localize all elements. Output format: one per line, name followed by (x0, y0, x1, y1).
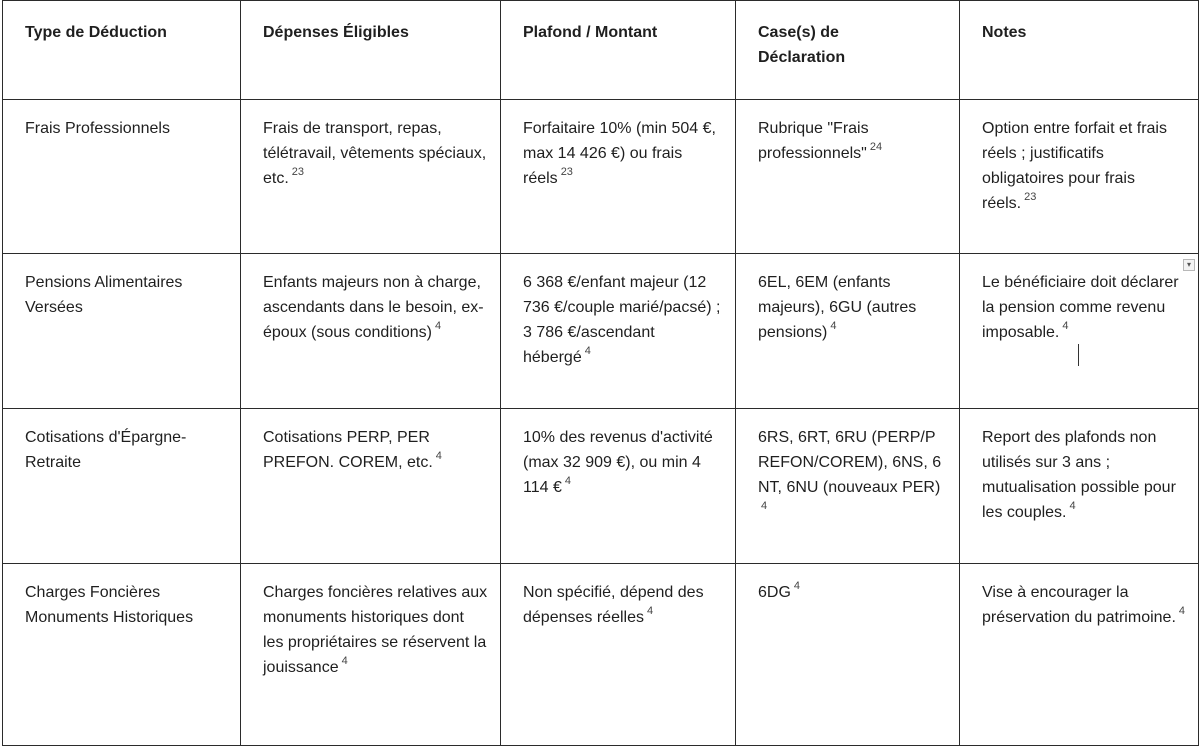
header-depenses: Dépenses Éligibles (241, 1, 501, 100)
cell-notes (960, 254, 1199, 409)
cell-text: 6EL, 6EM (enfants majeurs), 6GU (autres pensions) (758, 274, 917, 341)
deductions-table (2, 0, 1199, 746)
cell-plafond (501, 409, 736, 564)
footnote-ref[interactable]: 23 (560, 165, 573, 178)
footnote-ref[interactable]: 4 (830, 319, 837, 332)
cell-cases (736, 254, 960, 409)
cell-type (3, 564, 241, 746)
cell-notes (960, 100, 1199, 254)
cell-depenses (241, 254, 501, 409)
cell-text: Rubrique "Frais professionnels" (758, 120, 869, 162)
cell-depenses (241, 100, 501, 254)
cell-depenses (241, 409, 501, 564)
footnote-ref[interactable]: 23 (1024, 190, 1037, 203)
cell-cases (736, 409, 960, 564)
cell-text: Le bénéficiaire doit déclarer la pension comme revenu imposable. (982, 274, 1179, 341)
cell-plafond (501, 254, 736, 409)
footnote-ref[interactable]: 24 (869, 140, 883, 153)
header-notes: Notes (960, 1, 1199, 100)
cell-text: Pensions Alimentaires Versées (25, 274, 183, 316)
footnote-ref[interactable]: 4 (761, 499, 768, 512)
cell-cases (736, 100, 960, 254)
cell-text: 6 368 €/enfant majeur (12 736 €/couple marié/pacsé) ; 3 786 €/ascendant hébergé (523, 274, 721, 366)
cell-text: 6DG (758, 584, 791, 601)
header-cases-text: Case(s) de Déclaration (758, 24, 846, 66)
footnote-ref[interactable]: 4 (564, 474, 571, 487)
footnote-ref[interactable]: 4 (1062, 319, 1069, 332)
footnote-ref[interactable]: 23 (291, 165, 305, 178)
cell-type (3, 100, 241, 254)
cell-text: 6RS, 6RT, 6RU (PERP/PREFON/COREM), 6NS, 6NT, 6NU (nouveaux PER) (758, 429, 942, 496)
text-cursor (1078, 344, 1079, 366)
footnote-ref[interactable]: 4 (434, 319, 442, 332)
table-row (3, 409, 1199, 564)
cell-text: Frais de transport, repas, télétravail, vêtements spéciaux, etc. (263, 120, 487, 187)
cell-type (3, 254, 241, 409)
footnote-ref[interactable]: 4 (584, 344, 591, 357)
cell-cases (736, 564, 960, 746)
cell-plafond (501, 100, 736, 254)
header-plafond: Plafond / Montant (501, 1, 736, 100)
cell-text: 10% des revenus d'activité (max 32 909 €), ou min 4 114 € (523, 429, 713, 496)
cell-text: Report des plafonds non utilisés sur 3 ans ; mutualisation possible pour les couples. (982, 429, 1176, 521)
footnote-ref[interactable]: 4 (435, 449, 442, 462)
cell-text: Charges Foncières Monuments Historiques (25, 584, 194, 626)
table-row (3, 564, 1199, 746)
cell-text: Cotisations d'Épargne-Retraite (25, 429, 187, 471)
cell-text: Forfaitaire 10% (min 504 €, max 14 426 €) ou frais réels (523, 120, 716, 187)
cell-text: Charges foncières relatives aux monuments historiques dont les propriétaires se réservent la jouissance (263, 584, 488, 676)
header-type: Type de Déduction (3, 1, 241, 100)
cell-notes (960, 564, 1199, 746)
footnote-ref[interactable]: 4 (646, 604, 654, 617)
footnote-ref[interactable]: 4 (1069, 499, 1076, 512)
header-cases (736, 1, 960, 100)
header-row (3, 1, 1199, 100)
cell-text: Vise à encourager la préservation du patrimoine. (982, 584, 1176, 626)
table-row (3, 100, 1199, 254)
cell-text: Frais Professionnels (25, 120, 170, 137)
cell-text: Option entre forfait et frais réels ; justificatifs obligatoires pour frais réels. (982, 120, 1167, 212)
cell-text: Enfants majeurs non à charge, ascendants dans le besoin, ex-époux (sous conditions) (263, 274, 484, 341)
cell-notes (960, 409, 1199, 564)
cell-type (3, 409, 241, 564)
cell-plafond (501, 564, 736, 746)
cell-text: Non spécifié, dépend des dépenses réelles (523, 584, 704, 626)
cell-depenses (241, 564, 501, 746)
footnote-ref[interactable]: 4 (793, 579, 801, 592)
table-row (3, 254, 1199, 409)
footnote-ref[interactable]: 4 (341, 654, 348, 667)
cell-text: Cotisations PERP, PER PREFON. COREM, etc. (263, 429, 433, 471)
chevron-down-icon[interactable]: ▾ (1183, 259, 1195, 271)
footnote-ref[interactable]: 4 (1178, 604, 1186, 617)
